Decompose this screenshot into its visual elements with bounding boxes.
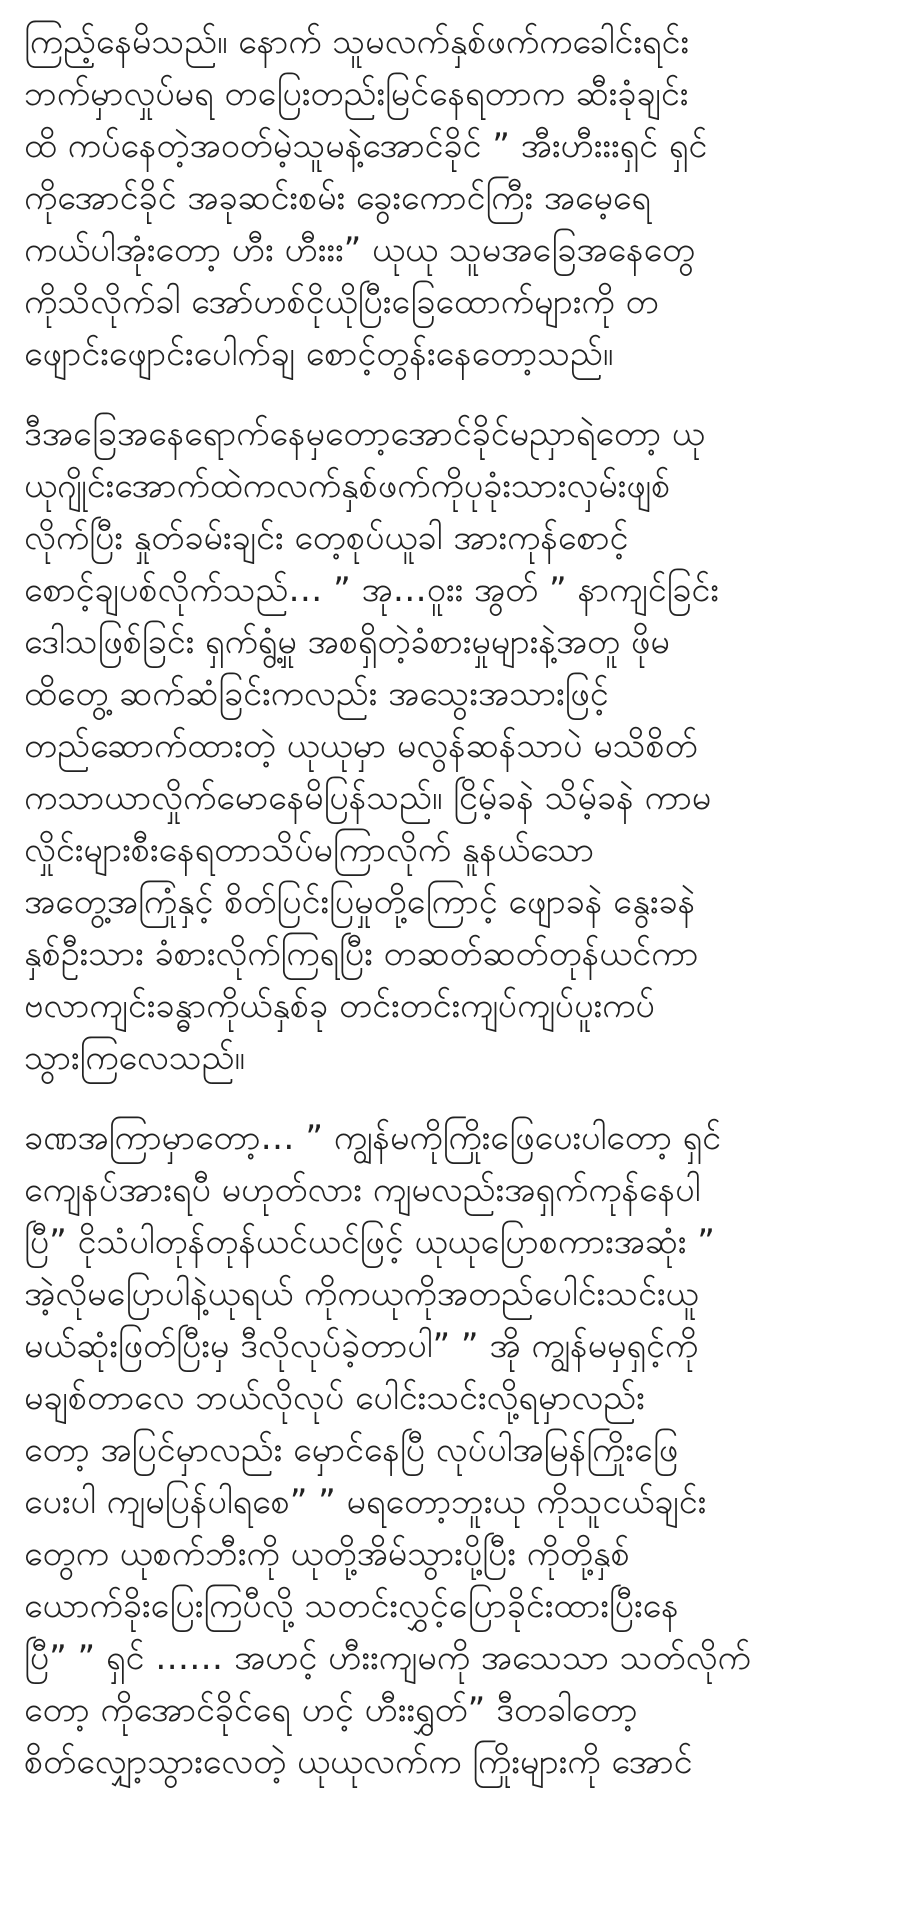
text-line: လှိုင်းများစီးနေရတာသိပ်မကြာလိုက် နူနယ်သော [24, 830, 594, 870]
text-line: သွားကြလေသည်။ [24, 1038, 245, 1078]
text-line: မယ်ဆုံးဖြတ်ပြီးမှ ဒီလိုလုပ်ခဲ့တာပါ” ” အို ကျွန်မမှရှင့်ကို [24, 1326, 699, 1366]
text-line [24, 1788, 888, 1840]
paragraph-3 [24, 1112, 888, 1840]
text-line: ယုဂျိုင်းအောက်ထဲကလက်နှစ်ဖက်ကိုပုခုံးသားလှမ်းဖျစ် [24, 466, 671, 506]
text-line [24, 0, 888, 16]
text-line: စောင့်ချပစ်လိုက်သည်… ” အု…ဝူးး အွတ် ” နာကျင်ခြင်း [24, 570, 719, 610]
text-line: ဒေါသဖြစ်ခြင်း ရှက်ရွံ့မှု အစရှိတဲ့ခံစားမှုများနဲ့အတူ ဖိုမ [24, 622, 670, 662]
text-line: ဘက်မှာလှုပ်မရ တပြေးတည်းမြင်နေရတာက ဆီးခုံချင်း [24, 74, 689, 114]
text-line: ပြီ” ” ရှင် …… အဟင့် ဟီးးကျမကို အသေသာ သတ်လိုက် [24, 1638, 751, 1678]
text-line: ကျေနပ်အားရပီ မဟုတ်လား ကျမလည်းအရှက်ကုန်နေပါ [24, 1170, 701, 1210]
text-line: ကသာယာလှိုက်မောနေမိပြန်သည်။ ငြိမ့်ခနဲ သိမ့်ခနဲ ကာမ [24, 778, 712, 818]
text-line: ကိုသိလိုက်ခါ အော်ဟစ်ငိုယိုပြီးခြေထောက်များကို တ [24, 282, 659, 322]
text-line: မချစ်တာလေ ဘယ်လိုလုပ် ပေါင်းသင်းလို့ရမှာလည်း [24, 1378, 645, 1418]
text-line: ဖျောင်းဖျောင်းပေါက်ချ စောင့်တွန်းနေတော့သည်။ [24, 334, 614, 374]
text-line: ဗလာကျင်းခန္ဓာကိုယ်နှစ်ခု တင်းတင်းကျပ်ကျပ်ပူးကပ် [24, 986, 655, 1026]
text-line: စိတ်လျှော့သွားလေတဲ့ ယုယုလက်က ကြိုးများကို အောင် [24, 1742, 693, 1782]
text-line: ထိ ကပ်နေတဲ့အဝတ်မဲ့သူမနဲ့အောင်ခိုင် ” အီးဟီးးးရှင် ရှင် [24, 126, 708, 166]
text-line: ထိတွေ့ ဆက်ဆံခြင်းကလည်း အသွေးအသားဖြင့် [24, 674, 609, 714]
text-line: ကယ်ပါအုံးတော့ ဟီး ဟီးးး” ယုယု သူမအခြေအနေတွေ [24, 230, 696, 270]
text-line: ဒီအခြေအနေရောက်နေမှတော့အောင်ခိုင်မညှာရဲတော့ ယု [24, 414, 705, 454]
text-line: ကြည့်နေမိသည်။ နောက် သူမလက်နှစ်ဖက်ကခေါင်းရင်း [24, 22, 690, 62]
paragraph-spacer [24, 1084, 888, 1112]
paragraph-2 [24, 408, 888, 1084]
text-line: အဲ့လိုမပြောပါနဲ့ယုရယ် ကိုကယုကိုအတည်ပေါင်းသင်းယူ [24, 1274, 699, 1314]
text-line: ပေးပါ ကျမပြန်ပါရစေ” ” မရတော့ဘူးယု ကိုသူငယ်ချင်း [24, 1482, 707, 1522]
text-line: တည်ဆောက်ထားတဲ့ ယုယုမှာ မလွန်ဆန်သာပဲ မသိစိတ် [24, 726, 698, 766]
paragraph-spacer [24, 380, 888, 408]
text-line: ခဏအကြာမှာတော့… ” ကျွန်မကိုကြိုးဖြေပေးပါတော့ ရှင် [24, 1118, 722, 1158]
text-line: လိုက်ပြီး နှုတ်ခမ်းချင်း တေ့စုပ်ယူခါ အားကုန်စောင့် [24, 518, 629, 558]
text-line: တော့ အပြင်မှာလည်း မှောင်နေပြီ လုပ်ပါအမြန်ကြိုးဖြေ [24, 1430, 679, 1470]
paragraph-1 [24, 0, 888, 380]
text-line: ယောက်ခိုးပြေးကြပီလို့ သတင်းလွှင့်ပြောခိုင်းထားပြီးနေ [24, 1586, 679, 1626]
text-line: ပြီ” ငိုသံပါတုန်တုန်ယင်ယင်ဖြင့် ယုယုပြောစကားအဆုံး ” [24, 1222, 715, 1262]
text-line: နှစ်ဦးသား ခံစားလိုက်ကြရပြီး တဆတ်ဆတ်တုန်ယင်ကာ [24, 934, 699, 974]
text-line: တွေက ယုစက်ဘီးကို ယုတို့အိမ်သွားပို့ပြီး ကိုတို့နှစ် [24, 1534, 630, 1574]
text-line: အတွေ့အကြုံနှင့် စိတ်ပြင်းပြမှုတို့ကြောင့် ဖျောခနဲ နွေးခနဲ [24, 882, 696, 922]
text-line: ကိုအောင်ခိုင် အခုဆင်းစမ်း ခွေးကောင်ကြီး အမေ့ရေ [24, 178, 651, 218]
text-line: တော့ ကိုအောင်ခိုင်ရေ ဟင့် ဟီးးရွှတ်” ဒီတခါတော့ [24, 1690, 638, 1730]
